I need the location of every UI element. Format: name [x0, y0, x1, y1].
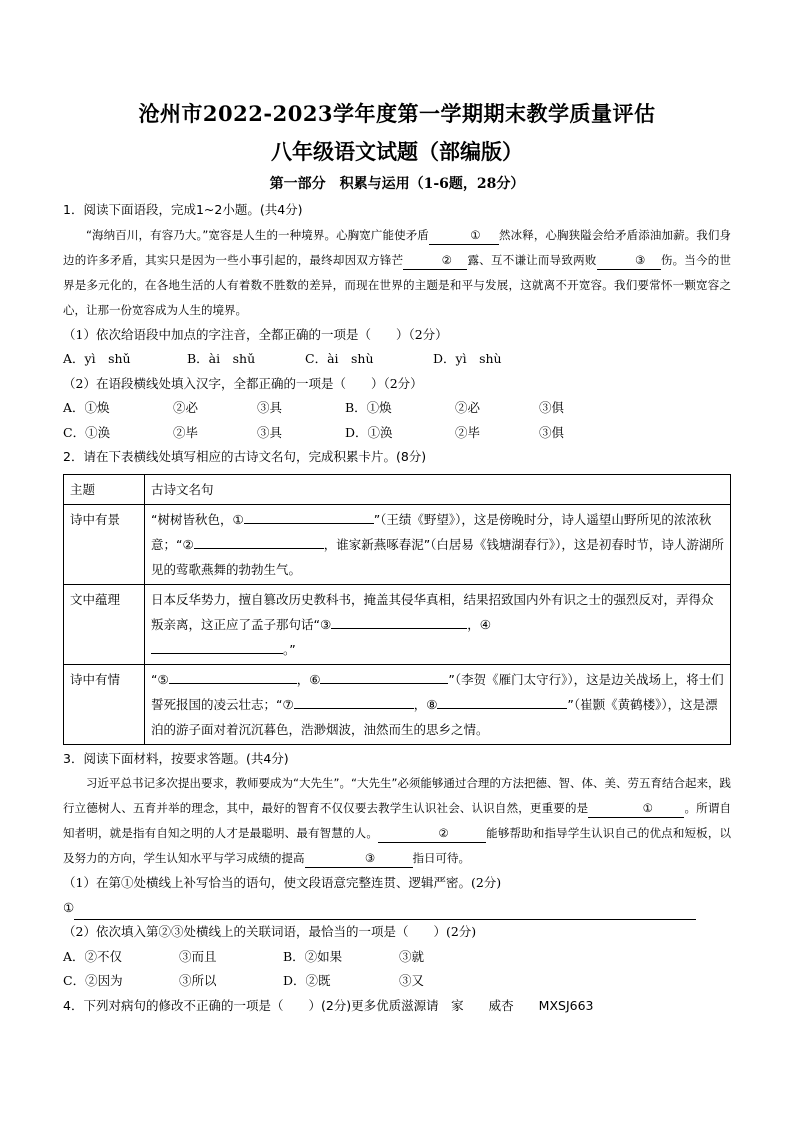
q3-sub1-mark: ① [63, 899, 75, 915]
q4-heading-text: 4．下列对病句的修改不正确的一项是（ ）(2分) [63, 997, 352, 1013]
row-content-emotion [145, 664, 731, 744]
row-content-reason [145, 584, 731, 664]
row1-text-b: ”（王绩《野望》），这是傍晚时分，诗人遥望山野所见的浓浓秋意；“② [151, 511, 712, 552]
blank-8[interactable] [437, 708, 567, 709]
q1-sub2-option-a-2: ②必 [173, 400, 199, 415]
q1-sub2-option-b[interactable]: B．①焕 [345, 400, 392, 415]
table-row [64, 584, 731, 664]
table-row [64, 664, 731, 744]
q3-blank-2[interactable]: ② [378, 824, 486, 843]
q4-heading [63, 994, 731, 1019]
table-header-content: 古诗文名句 [145, 474, 731, 504]
row2-text-a: 日本反华势力，擅自篡改历史教科书，掩盖其侵华真相，结果招致国内外有识之士的强烈反对，弄得众叛亲离，这正应了孟子那句话“③ [151, 591, 714, 632]
q1-passage-text-c: 露、互不谦让而导致两败 [467, 252, 597, 267]
q1-blank-1[interactable]: ① [429, 226, 499, 245]
q3-sub1: （1）在第①处横线上补写恰当的语句，使文段语意完整连贯、逻辑严密。(2分) [63, 875, 502, 890]
q3-sub2-options-row1 [63, 945, 731, 970]
q1-blank-3[interactable]: ③ [597, 251, 661, 270]
exam-subtitle: 八年级语文试题（部编版） [271, 139, 523, 164]
row3-text-e: ”（崔颢《黄鹤楼》），这是漂泊的游子面对着沉沉暮色，浩渺烟波，油然而生的思乡之情。 [151, 696, 718, 737]
q1-sub2-option-d[interactable]: D．①涣 [345, 424, 393, 440]
q3-sub2-option-c[interactable]: C．②因为 [63, 973, 123, 988]
q3-sub2-option-a[interactable]: A．②不仅 [63, 948, 123, 964]
table-header-row [64, 474, 731, 504]
q3-passage-text-d: 指日可待。 [412, 851, 470, 865]
q1-sub2-option-b-2: ②必 [455, 400, 481, 415]
exam-title: 沧州市2022-2023学年度第一学期期末教学质量评估 [138, 101, 656, 126]
row-theme-emotion: 诗中有情 [64, 664, 145, 744]
q1-sub1-option-c[interactable]: C．ài shù [305, 351, 374, 366]
row-content-scenery [145, 504, 731, 584]
row1-text-a: “树树皆秋色，① [151, 511, 244, 527]
q1-sub2: （2）在语段横线处填入汉字，全都正确的一项是（ ）（2分） [63, 375, 423, 391]
blank-4[interactable] [151, 653, 283, 654]
q1-sub1-option-d[interactable]: D．yì shù [433, 351, 502, 366]
q1-sub2-options-row2 [63, 421, 731, 446]
blank-1[interactable] [244, 523, 374, 524]
q3-answer-input[interactable] [74, 903, 696, 920]
blank-3[interactable] [331, 628, 467, 629]
q3-blank-1[interactable]: ① [588, 799, 684, 818]
blank-2[interactable] [194, 548, 324, 549]
blank-6[interactable] [320, 683, 448, 684]
q3-sub2-option-b-2: ③就 [399, 948, 425, 964]
q1-passage-text-d: 伤。当今的世界是多元化的，在各地生活的人有着数不胜数的差异，而现在世界的主题是和平与发展，这就离不开宽容。我们要常怀一颗宽容之心，让那一份宽容成为人生的境界。 [63, 252, 732, 317]
exam-content [63, 198, 731, 1018]
part-one-heading: 第一部分 积累与运用（1-6题，28分） [269, 176, 525, 192]
row1-text-c: ，谁家新燕啄春泥”（白居易《钱塘湖春行》），这是初春时节，诗人游湖所见的莺歌燕舞的勃勃生气。 [151, 536, 724, 577]
q1-sub2-option-c-3: ③具 [257, 424, 283, 440]
poetry-card-table [63, 474, 731, 745]
blank-7[interactable] [294, 708, 414, 709]
q3-heading: 3．阅读下面材料，按要求答题。(共4分) [63, 750, 289, 766]
q3-sub2-option-d-2: ③又 [399, 973, 425, 988]
table-row [64, 504, 731, 584]
q3-sub2: （2）依次填入第②③处横线上的关联词语，最恰当的一项是（ ）(2分) [63, 924, 477, 939]
q1-passage [63, 223, 731, 323]
row2-text-c: 。” [283, 641, 296, 657]
blank-5[interactable] [169, 683, 297, 684]
row-theme-scenery: 诗中有景 [64, 504, 145, 584]
q1-passage-text-a: “海纳百川，有容乃大。”宽容是人生的一种境界。心胸宽广能使矛盾 [86, 227, 429, 242]
q3-sub2-option-a-2: ③而且 [179, 948, 217, 964]
row-theme-reason: 文中蕴理 [64, 584, 145, 664]
q1-sub2-option-a-3: ③具 [257, 400, 283, 415]
q3-blank-3[interactable]: ③ [305, 849, 413, 868]
q3-sub2-option-d[interactable]: D．②既 [283, 973, 331, 988]
q3-sub2-option-b[interactable]: B．②如果 [283, 948, 343, 964]
row3-text-c: ”（李贺《雁门太守行》），这是边关战场上，将士们誓死报国的凌云壮志；“⑦ [151, 671, 724, 712]
row3-text-b: ，⑥ [296, 671, 321, 687]
q3-passage-text-b: 。所谓自知者明，就是指有自知之明的人才是最聪明、最有智慧的人。 [63, 801, 732, 840]
q1-heading: 1．阅读下面语段，完成1~2小题。(共4分) [63, 202, 303, 217]
q3-passage-text-a: 习近平总书记多次提出要求，教师要成为“大先生”。“大先生”必须能够通过合理的方法把德、智、体、美、劳五育结合起来，践行立德树人、五育并举的理念，其中，最好的智育不仅仅要去教学生认识社会、认识自然，更重要的是 [63, 776, 731, 815]
q1-sub2-option-b-3: ③俱 [539, 400, 565, 415]
q3-sub2-options-row2 [63, 969, 731, 994]
q3-passage-text-c: 能够帮助和指导学生认识自己的优点和短板，以及努力的方向，学生认知水平与学习成绩的提高 [63, 826, 731, 865]
q1-sub2-option-d-2: ②毕 [455, 424, 481, 440]
q1-passage-text-b: 然冰释，心胸狭隘会给矛盾添油加薪。我们身边的许多矛盾，其实只是因为一些小事引起的，最终却因双方锋芒 [63, 227, 731, 267]
q1-sub2-option-c[interactable]: C．①涣 [63, 424, 111, 440]
q3-sub2-option-c-2: ③所以 [179, 973, 217, 988]
q1-sub2-option-a[interactable]: A．①焕 [63, 400, 110, 415]
q1-sub2-options-row1 [63, 396, 731, 421]
q1-sub1-options [63, 347, 731, 372]
q1-sub2-option-d-3: ③俱 [539, 424, 565, 440]
q3-passage [63, 771, 731, 871]
row3-text-a: “⑤ [151, 671, 169, 687]
q3-sub1-answer-line [63, 896, 731, 921]
table-header-theme: 主题 [64, 474, 145, 504]
q1-sub1-option-b[interactable]: B．ài shǔ [187, 351, 256, 366]
row3-text-d: ，⑧ [413, 696, 438, 712]
q1-sub2-option-c-2: ②毕 [173, 424, 199, 440]
q1-blank-2[interactable]: ② [403, 251, 467, 270]
q1-sub1-option-a[interactable]: A．yì shǔ [63, 351, 131, 366]
row2-text-b: ，④ [467, 616, 491, 632]
q2-heading: 2．请在下表横线处填写相应的古诗文名句，完成积累卡片。(8分) [63, 449, 427, 464]
watermark-text: 更多优质滋源请 家 威杏 MXSJ663 [351, 997, 594, 1013]
q1-sub1: （1）依次给语段中加点的字注音，全都正确的一项是（ ）（2分） [63, 326, 448, 342]
